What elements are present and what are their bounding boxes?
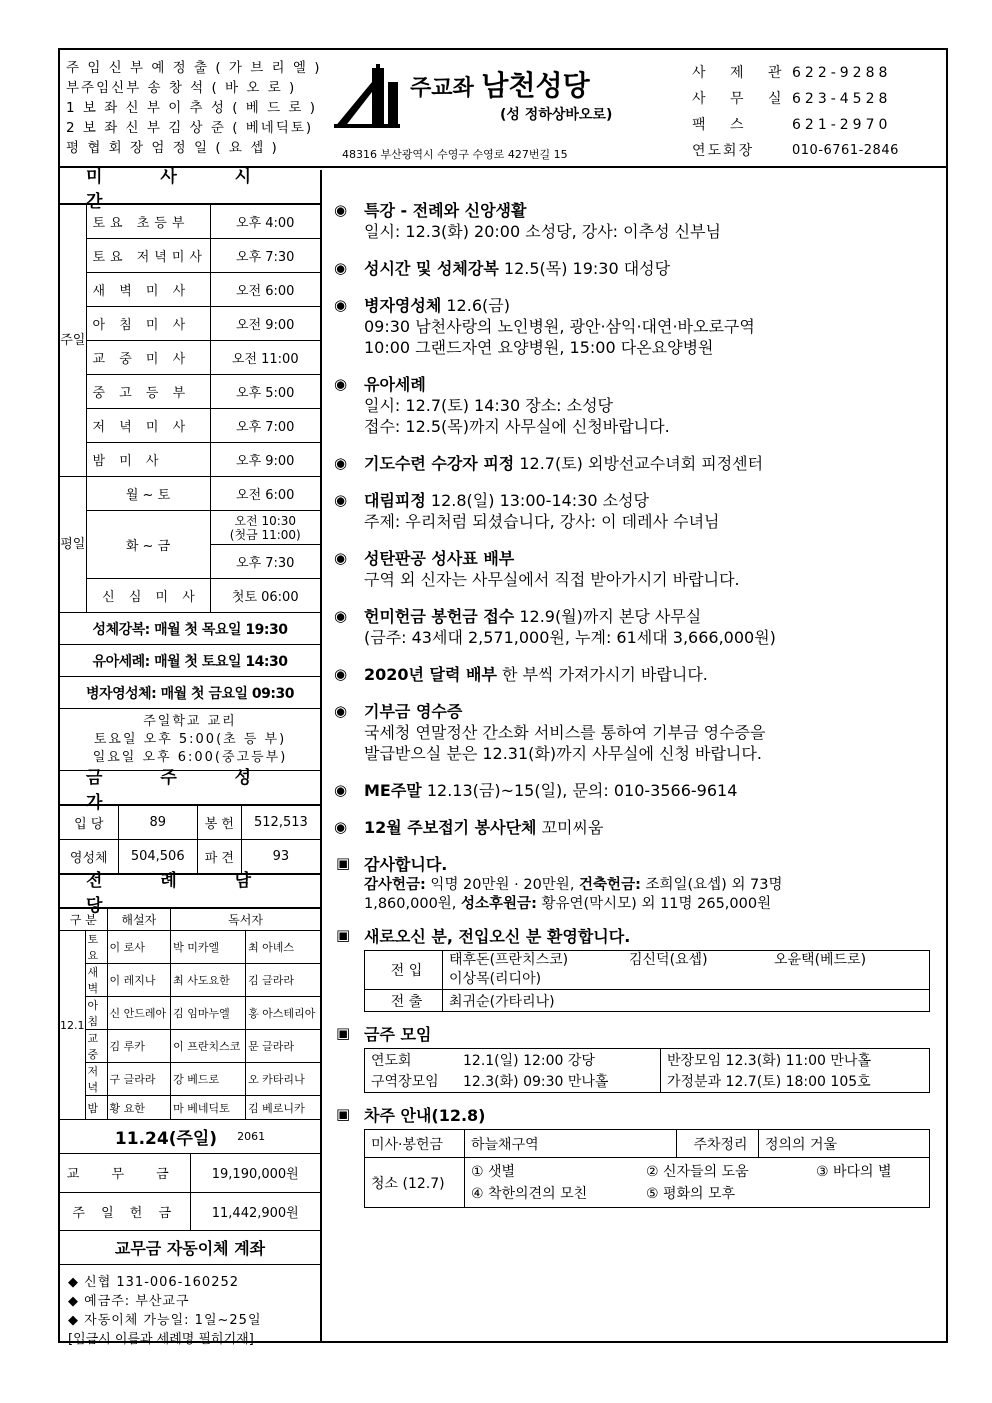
bullet-circle-icon: ◉: [334, 702, 348, 720]
liturgy-mass: 토요: [85, 931, 107, 964]
mass-name: 교 중 미 사: [86, 341, 210, 375]
bullet-circle-icon: ◉: [334, 818, 348, 836]
bulletin-page: [58, 48, 948, 1347]
notice-title: 특강 - 전례와 신앙생활: [364, 201, 527, 220]
bullet-circle-icon: ◉: [334, 665, 348, 683]
finance-value: 11,442,900원: [190, 1192, 320, 1230]
hymn-label: 파 견: [197, 840, 241, 874]
meeting-entry: 가정분과 12.7(토) 18:00 105호: [661, 1071, 930, 1093]
notice-title: ME주말: [364, 781, 422, 800]
welcome-table: [364, 950, 930, 1012]
notice-line: 국세청 연말정산 간소화 서비스를 통하여 기부금 영수증을: [364, 723, 766, 742]
hymn-number: 93: [241, 840, 320, 874]
issue-number: 2061: [237, 1130, 266, 1143]
contact-label: 사 무 실: [692, 91, 792, 107]
mass-name: 아 침 미 사: [86, 307, 210, 341]
bullet-square-icon: ▣: [336, 854, 351, 872]
notice-tail: 12.5(목) 19:30 대성당: [498, 259, 671, 278]
member-name: 최귀순(가타리나): [443, 990, 930, 1012]
notice-line: 10:00 그랜드자연 요양병원, 15:00 다온요양병원: [364, 338, 714, 357]
notice-line: 발급받으실 분은 12.31(화)까지 사무실에 신청 바랍니다.: [364, 744, 762, 763]
meeting-table: [364, 1048, 930, 1093]
contacts: [692, 60, 899, 164]
finance-date: [60, 1120, 320, 1154]
bullet-circle-icon: ◉: [334, 781, 348, 799]
notice-line: 주제: 우리처럼 되셨습니다, 강사: 이 데레사 수녀님: [364, 512, 720, 531]
liturgy-commentator: 황 요한: [107, 1096, 171, 1120]
liturgy-mass: 저녁: [85, 1063, 107, 1096]
mass-time-line: 오전 10:30: [234, 513, 297, 528]
notice-line: 일시: 12.3(화) 20:00 소성당, 강사: 이추성 신부님: [364, 222, 721, 241]
left-column: [60, 166, 322, 1347]
liturgy-table: [60, 908, 320, 1120]
mass-name: 월 ~ 토: [86, 477, 210, 511]
cleaning-group: ① 샛별: [471, 1163, 516, 1180]
liturgy-reader: 김 임마누엘: [171, 997, 246, 1030]
notice-line: 09:30 남천사랑의 노인병원, 광안·삼익·대연·바오로구역: [364, 317, 755, 336]
notice-item: [332, 606, 932, 648]
meeting-title: 금주 모임: [364, 1025, 432, 1044]
bullet-circle-icon: ◉: [334, 454, 348, 472]
next-label: 청소 (12.7): [365, 1158, 465, 1208]
bullet-circle-icon: ◉: [334, 296, 348, 314]
notice-title: 대림피정: [364, 491, 426, 510]
special-schedule: 유아세례: 매월 첫 토요일 14:30: [60, 645, 320, 677]
notice-title: 기부금 영수증: [364, 702, 463, 721]
member-name: 오윤택(베드로): [774, 952, 867, 968]
cleaning-group: ⑤ 평화의 모후: [646, 1185, 736, 1202]
liturgy-reader: 최 아녜스: [246, 931, 320, 964]
hymn-number: 512,513: [241, 806, 320, 840]
liturgy-commentator: 이 로사: [107, 931, 171, 964]
bank-line: ◆ 신협 131-006-160252: [68, 1274, 240, 1290]
welcome-label: 전 출: [365, 990, 443, 1012]
school-line: 토요일 오후 5:00(초 등 부): [93, 732, 287, 747]
notice-tail: 12.7(토) 외방선교수녀회 피정센터: [514, 454, 764, 473]
staff-list: [66, 58, 321, 158]
next-label: 주차정리: [677, 1130, 759, 1158]
notice-item: [332, 374, 932, 437]
next-value: 하늘채구역: [465, 1130, 677, 1158]
thanks-section: [332, 854, 932, 914]
liturgy-reader: 홍 아스테리아: [246, 997, 320, 1030]
next-week-title: 차주 안내(12.8): [364, 1106, 486, 1125]
thanks-text: 1,860,000원,: [364, 896, 462, 912]
finance-label: 교 무 금: [60, 1154, 190, 1192]
mass-name: 밤 미 사: [86, 443, 210, 477]
meeting-entry: [365, 1049, 661, 1071]
mass-time: 첫토 06:00: [210, 579, 320, 613]
thanks-text: 조희일(요셉) 외 73명: [640, 877, 783, 893]
notice-title: 병자영성체: [364, 296, 442, 315]
notice-title: 유아세례: [364, 375, 426, 394]
church-name: [410, 64, 590, 104]
thanks-label: 건축헌금:: [579, 877, 641, 893]
bullet-circle-icon: ◉: [334, 549, 348, 567]
hymn-label: 영성체: [60, 840, 118, 874]
staff-line: 주 임 신 부 예 정 출 ( 가 브 리 엘 ): [66, 60, 322, 76]
contact-value: 621-2970: [792, 117, 892, 133]
church-logo-icon: [332, 62, 402, 132]
mass-name: 신 심 미 사: [86, 579, 210, 613]
hymn-title: 금 주 성 가: [60, 771, 320, 805]
bank-line: ◆ 예금주: 부산교구: [68, 1293, 190, 1309]
hymn-number: 504,506: [118, 840, 197, 874]
notice-item: [332, 548, 932, 590]
mass-name: 중 고 등 부: [86, 375, 210, 409]
thanks-text: 익명 20만원 · 20만원,: [425, 877, 580, 893]
school-line: 일요일 오후 6:00(중고등부): [92, 750, 288, 765]
bullet-circle-icon: ◉: [334, 491, 348, 509]
notice-line: (금주: 43세대 2,571,000원, 누계: 61세대 3,666,000원): [364, 628, 776, 647]
special-schedule: 성체강복: 매월 첫 목요일 19:30: [60, 613, 320, 645]
liturgy-header: 구 분: [60, 909, 107, 931]
liturgy-reader: 박 미카엘: [171, 931, 246, 964]
notice-title: 성탄판공 성사표 배부: [364, 549, 515, 568]
mass-name: 토요 저녁미사: [86, 239, 210, 273]
cleaning-group: ② 신자들의 도움: [646, 1163, 749, 1180]
notice-tail: 12.13(금)~15(일), 문의: 010-3566-9614: [421, 781, 738, 800]
next-week-table: [364, 1129, 930, 1208]
staff-line: 평 협 회 장 엄 정 일 ( 요 셉 ): [66, 140, 279, 156]
liturgy-reader: 이 프란치스코: [171, 1030, 246, 1063]
notice-title: 12월 주보접기 봉사단체: [364, 818, 537, 837]
welcome-section: [332, 926, 932, 1012]
meeting-time: 12.3(화) 09:30 만나홀: [463, 1074, 609, 1091]
liturgy-mass: 새벽: [85, 964, 107, 997]
thanks-label: 감사헌금:: [364, 877, 426, 893]
sunday-label: 주일: [60, 205, 86, 477]
mass-schedule-table: [60, 204, 320, 613]
staff-line: 2 보 좌 신 부 김 상 준 ( 베네딕토): [66, 120, 314, 136]
next-week-section: [332, 1105, 932, 1208]
liturgy-reader: 강 베드로: [171, 1063, 246, 1096]
notice-tail: 꼬미씨움: [536, 818, 604, 837]
notice-title: 기도수련 수강자 피정: [364, 454, 515, 473]
bullet-square-icon: ▣: [336, 1105, 351, 1123]
meeting-entry: [365, 1071, 661, 1093]
notice-item: [332, 490, 932, 532]
mass-title: 미 사 시 간: [60, 170, 320, 204]
finance-label: 주 일 헌 금: [60, 1192, 190, 1230]
liturgy-header: 독서자: [171, 909, 320, 931]
mass-time: 오전 6:00: [210, 273, 320, 307]
thanks-line: [364, 895, 932, 914]
welcome-label: 전 입: [365, 951, 443, 990]
church-title: 남천성당: [481, 69, 590, 102]
contact-value: 010-6761-2846: [792, 143, 899, 158]
finance-value: 19,190,000원: [190, 1154, 320, 1192]
bank-line: ◆ 자동이체 가능일: 1일~25일: [68, 1312, 262, 1328]
notice-tail: 12.8(일) 13:00-14:30 소성당: [425, 491, 650, 510]
liturgy-reader: 문 글라라: [246, 1030, 320, 1063]
bullet-circle-icon: ◉: [334, 201, 348, 219]
cleaning-group: ③ 바다의 별: [816, 1163, 892, 1180]
liturgy-reader: 김 베로니카: [246, 1096, 320, 1120]
cleaning-groups: [465, 1158, 930, 1208]
thanks-line: [364, 876, 932, 895]
finance-table: [60, 1154, 320, 1231]
mass-time: 오후 7:30: [210, 545, 320, 579]
bullet-square-icon: ▣: [336, 926, 351, 944]
meeting-time: 12.1(일) 12:00 강당: [463, 1052, 595, 1069]
liturgy-reader: 김 글라라: [246, 964, 320, 997]
school-line: 주일학교 교리: [143, 714, 237, 729]
hymn-table: [60, 805, 320, 874]
mass-time: 오전 11:00: [210, 341, 320, 375]
liturgy-header: 해설자: [107, 909, 171, 931]
contact-label: 사 제 관: [692, 65, 792, 81]
mass-time: 오후 7:30: [210, 239, 320, 273]
staff-line: 부주임신부 송 창 석 ( 바 오 로 ): [66, 80, 297, 96]
contact-label: 연도회장: [692, 143, 755, 159]
staff-line: 1 보 좌 신 부 이 추 성 ( 베 드 로 ): [66, 100, 318, 116]
notice-title: 2020년 달력 배부: [364, 665, 497, 684]
contact-value: 623-4528: [792, 91, 892, 107]
liturgy-reader: 오 카타리나: [246, 1063, 320, 1096]
member-name: 태후돈(프란치스코): [449, 952, 569, 968]
bullet-circle-icon: ◉: [334, 259, 348, 277]
liturgy-commentator: 김 루카: [107, 1030, 171, 1063]
hymn-label: 봉 헌: [197, 806, 241, 840]
mass-time: 오후 9:00: [210, 443, 320, 477]
bank-title: 교무금 자동이체 계좌: [60, 1231, 320, 1265]
thanks-title: 감사합니다.: [364, 855, 448, 874]
church-patron: (성 정하상바오로): [500, 107, 613, 123]
notice-line: 일시: 12.7(토) 14:30 장소: 소성당: [364, 396, 613, 415]
special-schedule: 병자영성체: 매월 첫 금요일 09:30: [60, 677, 320, 709]
mass-time-line: (첫금 11:00): [229, 527, 301, 542]
notice-item: [332, 780, 932, 801]
notice-item: [332, 200, 932, 242]
meeting-entry: 반장모임 12.3(화) 11:00 만나홀: [661, 1049, 930, 1071]
meeting-section: [332, 1024, 932, 1093]
mass-time: 오후 7:00: [210, 409, 320, 443]
notice-item: [332, 817, 932, 838]
mass-time: 오후 4:00: [210, 205, 320, 239]
notice-tail: 한 부씩 가져가시기 바랍니다.: [496, 665, 708, 684]
notice-tail: 12.9(월)까지 본당 사무실: [514, 607, 702, 626]
bullet-circle-icon: ◉: [334, 607, 348, 625]
liturgy-commentator: 이 레지나: [107, 964, 171, 997]
weekday-label: 평일: [60, 477, 86, 613]
thanks-label: 성소후원금:: [461, 896, 537, 912]
next-label: 미사·봉헌금: [365, 1130, 465, 1158]
bullet-circle-icon: ◉: [334, 375, 348, 393]
liturgy-title: 전 례 담 당: [60, 874, 320, 908]
liturgy-commentator: 구 글라라: [107, 1063, 171, 1096]
liturgy-reader: 최 사도요한: [171, 964, 246, 997]
notice-item: [332, 701, 932, 764]
liturgy-mass: 아침: [85, 997, 107, 1030]
member-name: 이상목(리디아): [449, 971, 542, 987]
contact-label: 팩 스: [692, 117, 754, 133]
notices-column: [332, 190, 932, 1216]
liturgy-reader: 마 베네딕토: [171, 1096, 246, 1120]
liturgy-commentator: 신 안드레아: [107, 997, 171, 1030]
header: [60, 50, 946, 168]
mass-name: 저 녁 미 사: [86, 409, 210, 443]
notice-item: [332, 664, 932, 685]
notice-tail: 12.6(금): [441, 296, 510, 315]
contact-value: 622-9288: [792, 65, 892, 81]
cleaning-group: ④ 착한의견의 모친: [471, 1185, 588, 1202]
mass-time: 오전 9:00: [210, 307, 320, 341]
mass-time: [210, 511, 320, 545]
mass-time: 오후 5:00: [210, 375, 320, 409]
church-prefix: 주교좌: [410, 76, 482, 101]
notice-line: 구역 외 신자는 사무실에서 직접 받아가시기 바랍니다.: [364, 570, 740, 589]
notice-line: 접수: 12.5(목)까지 사무실에 신청바랍니다.: [364, 417, 670, 436]
bank-info: [60, 1265, 320, 1357]
welcome-title: 새로오신 분, 전입오신 분 환영합니다.: [364, 927, 631, 946]
notice-item: [332, 295, 932, 358]
liturgy-mass: 교중: [85, 1030, 107, 1063]
liturgy-date: 12.1: [60, 931, 85, 1120]
address: 48316 부산광역시 수영구 수영로 427번길 15: [342, 148, 568, 161]
bank-line: [입금시 이름과 세례명 필히기재]: [68, 1331, 254, 1347]
notice-item: [332, 453, 932, 474]
hymn-number: 89: [118, 806, 197, 840]
liturgy-mass: 밤: [85, 1096, 107, 1120]
member-name: 김신덕(요셉): [629, 952, 708, 968]
welcome-names: [443, 951, 930, 990]
mass-name: 토요 초등부: [86, 205, 210, 239]
meeting-name: 구역장모임: [371, 1074, 439, 1091]
hymn-label: 입 당: [60, 806, 118, 840]
finance-date-text: 11.24(주일): [114, 1129, 218, 1149]
meeting-name: 연도회: [371, 1052, 412, 1069]
next-value: 정의의 거울: [759, 1130, 930, 1158]
mass-name: 화 ~ 금: [86, 511, 210, 579]
thanks-text: 황유연(막시모) 외 11명 265,000원: [536, 896, 772, 912]
mass-time: 오전 6:00: [210, 477, 320, 511]
mass-name: 새 벽 미 사: [86, 273, 210, 307]
bullet-square-icon: ▣: [336, 1024, 351, 1042]
notice-title: 성시간 및 성체강복: [364, 259, 499, 278]
notice-item: [332, 258, 932, 279]
notice-title: 헌미헌금 봉헌금 접수: [364, 607, 515, 626]
